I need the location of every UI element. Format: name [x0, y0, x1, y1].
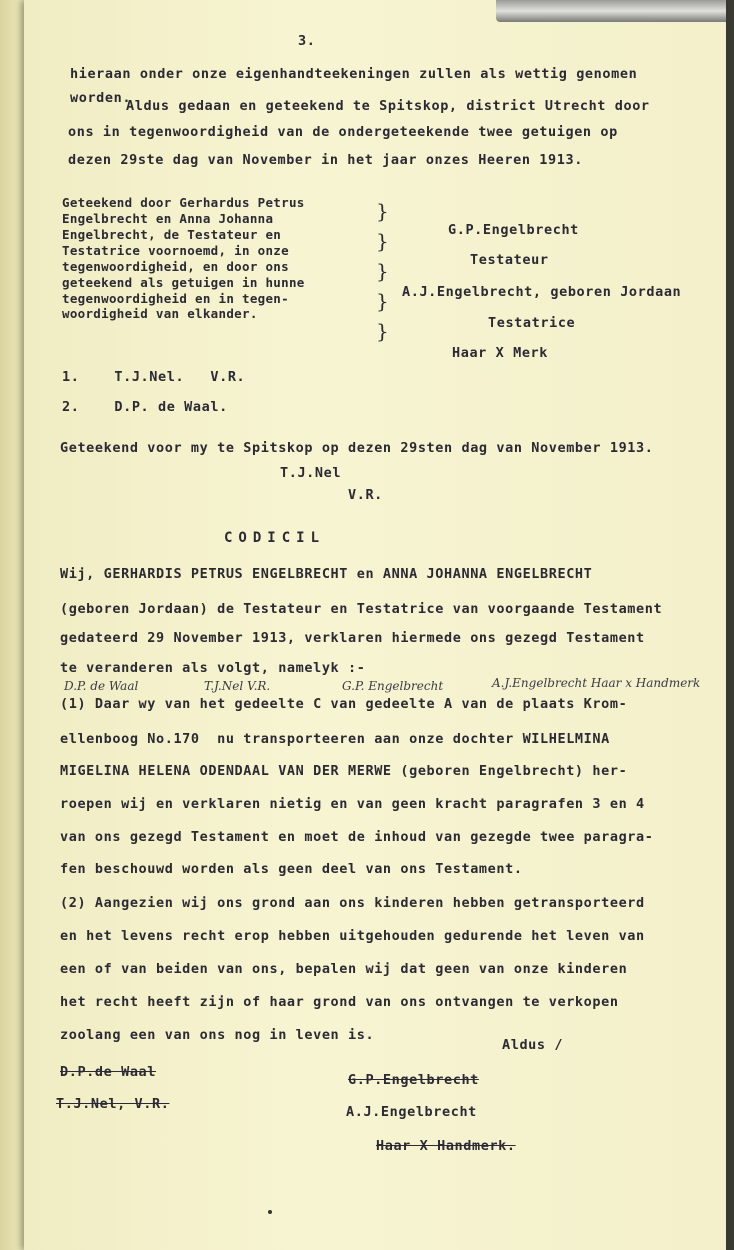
document-page [24, 0, 726, 1250]
struck-signature-handmerk: Haar X Handmerk. [376, 1138, 516, 1154]
signatory-testatrice-role: Testatrice [488, 315, 576, 331]
attestation-line-8: woordigheid van elkander. [62, 306, 258, 321]
codicil-line-6: ellenboog No.170 nu transporteeren aan onze dochter WILHELMINA [60, 731, 610, 747]
codicil-line-8: roepen wij en verklaren nietig en van geen kracht paragrafen 3 en 4 [60, 796, 645, 812]
handwritten-initial-nel: T.J.Nel V.R. [204, 679, 271, 693]
will-line-1: hieraan onder onze eigenhandteekeningen zullen als wettig genomen [70, 66, 638, 82]
signatory-testateur-role: Testateur [470, 252, 549, 268]
officer-name: T.J.Nel [280, 465, 342, 481]
codicil-line-14: het recht heeft zijn of haar grond van ons ontvangen te verkopen [60, 994, 619, 1010]
codicil-line-13: een of van beiden van ons, bepalen wij dat geen van onze kinderen [60, 961, 628, 977]
attestation-line-4: Testatrice voornoemd, in onze [62, 243, 289, 258]
struck-signature-nel: T.J.Nel, V.R. [56, 1096, 170, 1112]
codicil-line-12: en het levens recht erop hebben uitgehouden gedurende het leven van [60, 928, 645, 944]
witness-2: 2. D.P. de Waal. [62, 399, 228, 415]
witness-1: 1. T.J.Nel. V.R. [62, 369, 246, 385]
codicil-line-9: van ons gezegd Testament en moet de inhoud van gezegde twee paragra- [60, 829, 654, 845]
handwritten-initial-gp: G.P. Engelbrecht [342, 679, 444, 693]
handwritten-initial-aj: A.J.Engelbrecht Haar x Handmerk [492, 676, 701, 690]
handwritten-initial-waal: D.P. de Waal [64, 679, 139, 693]
signatory-testatrice-name: A.J.Engelbrecht, geboren Jordaan [402, 284, 682, 300]
codicil-line-5: (1) Daar wy van het gedeelte C van gedeelte A van de plaats Krom- [60, 696, 628, 712]
signatory-mark: Haar X Merk [452, 345, 549, 361]
codicil-line-1: Wij, GERHARDIS PETRUS ENGELBRECHT en ANNA JOHANNA ENGELBRECHT [60, 566, 593, 582]
attestation-line-1: Geteekend door Gerhardus Petrus [62, 195, 305, 210]
codicil-line-2: (geboren Jordaan) de Testateur en Testatrice van voorgaande Testament [60, 601, 663, 617]
codicil-line-11: (2) Aangezien wij ons grond aan ons kinderen hebben getransporteerd [60, 895, 645, 911]
signature-aj: A.J.Engelbrecht [346, 1104, 477, 1120]
codicil-line-3: gedateerd 29 November 1913, verklaren hiermede ons gezegd Testament [60, 630, 645, 646]
attestation-line-3: Engelbrecht, de Testateur en [62, 227, 282, 242]
codicil-line-7: MIGELINA HELENA ODENDAAL VAN DER MERWE (geboren Engelbrecht) her- [60, 763, 628, 779]
struck-signature-gp: G.P.Engelbrecht [348, 1072, 479, 1088]
attestation-line-5: tegenwoordigheid, en door ons [62, 259, 289, 274]
codicil-line-10: fen beschouwd worden als geen deel van ons Testament. [60, 861, 523, 877]
ink-speck [268, 1210, 272, 1214]
codicil-heading: CODICIL [224, 530, 326, 546]
will-line-4: ons in tegenwoordigheid van de ondergeteekende twee getuigen op [68, 124, 618, 140]
will-line-3: Aldus gedaan en geteekend te Spitskop, district Utrecht door [126, 98, 650, 114]
attestation-line-6: geteekend als getuigen in hunne [62, 275, 305, 290]
codicil-line-4: te veranderen als volgt, namelyk :- [60, 660, 366, 676]
attestation-brace: } } } } } [376, 199, 389, 343]
signatory-testateur-name: G.P.Engelbrecht [448, 222, 579, 238]
page-number: 3. [298, 33, 316, 49]
binder-clip [496, 0, 726, 22]
officer-title: V.R. [348, 487, 383, 503]
signed-before-line: Geteekend voor my te Spitskop op dezen 29sten dag van November 1913. [60, 440, 654, 456]
attestation-line-2: Engelbrecht en Anna Johanna [62, 211, 274, 226]
will-line-5: dezen 29ste dag van November in het jaar onzes Heeren 1913. [68, 152, 583, 168]
attestation-line-7: tegenwoordigheid en in tegen- [62, 291, 289, 306]
continuation-mark: Aldus / [502, 1037, 564, 1053]
will-line-2: worden. [70, 90, 132, 106]
struck-signature-waal: D.P.de Waal [60, 1064, 157, 1080]
codicil-line-15: zoolang een van ons nog in leven is. [60, 1027, 375, 1043]
